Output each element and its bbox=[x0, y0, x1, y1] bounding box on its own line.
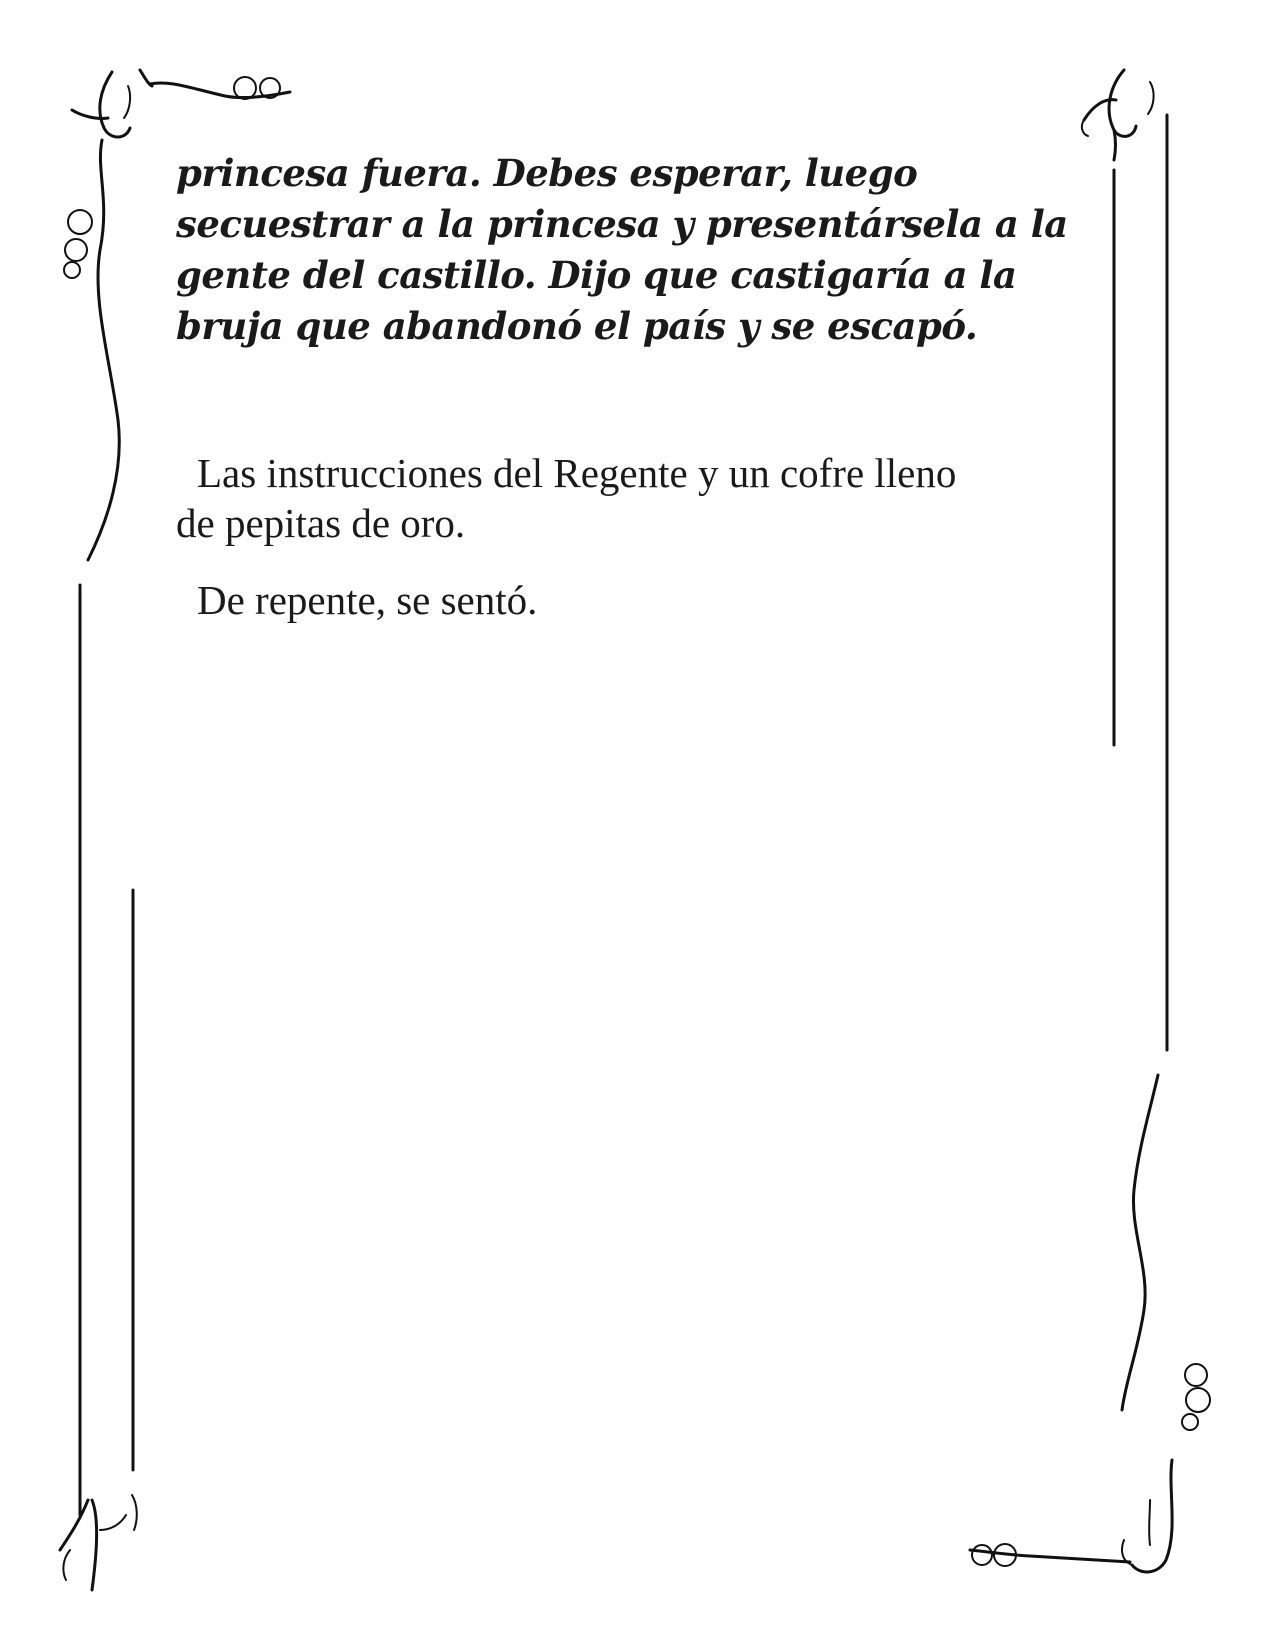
flourish-bottom-left-icon bbox=[60, 1495, 137, 1590]
quoted-passage bbox=[176, 148, 1096, 352]
paragraph-instructions bbox=[176, 448, 1096, 548]
quote-line: bruja que abandonó el país y se escapó. bbox=[176, 304, 978, 348]
paragraph-sat-down bbox=[176, 575, 1096, 625]
paragraph-line: De repente, se sentó. bbox=[197, 577, 538, 623]
flourish-bottom-right-icon bbox=[970, 1075, 1210, 1572]
quote-line: princesa fuera. Debes esperar, luego bbox=[176, 151, 918, 195]
quote-line: secuestrar a la princesa y presentársela a la bbox=[176, 202, 1068, 246]
quote-line: gente del castillo. Dijo que castigaría a la bbox=[176, 253, 1017, 297]
flourish-top-right-icon bbox=[1082, 70, 1154, 160]
paragraph-line: Las instrucciones del Regente y un cofre lleno bbox=[197, 450, 957, 496]
paragraph-line: de pepitas de oro. bbox=[176, 500, 466, 546]
